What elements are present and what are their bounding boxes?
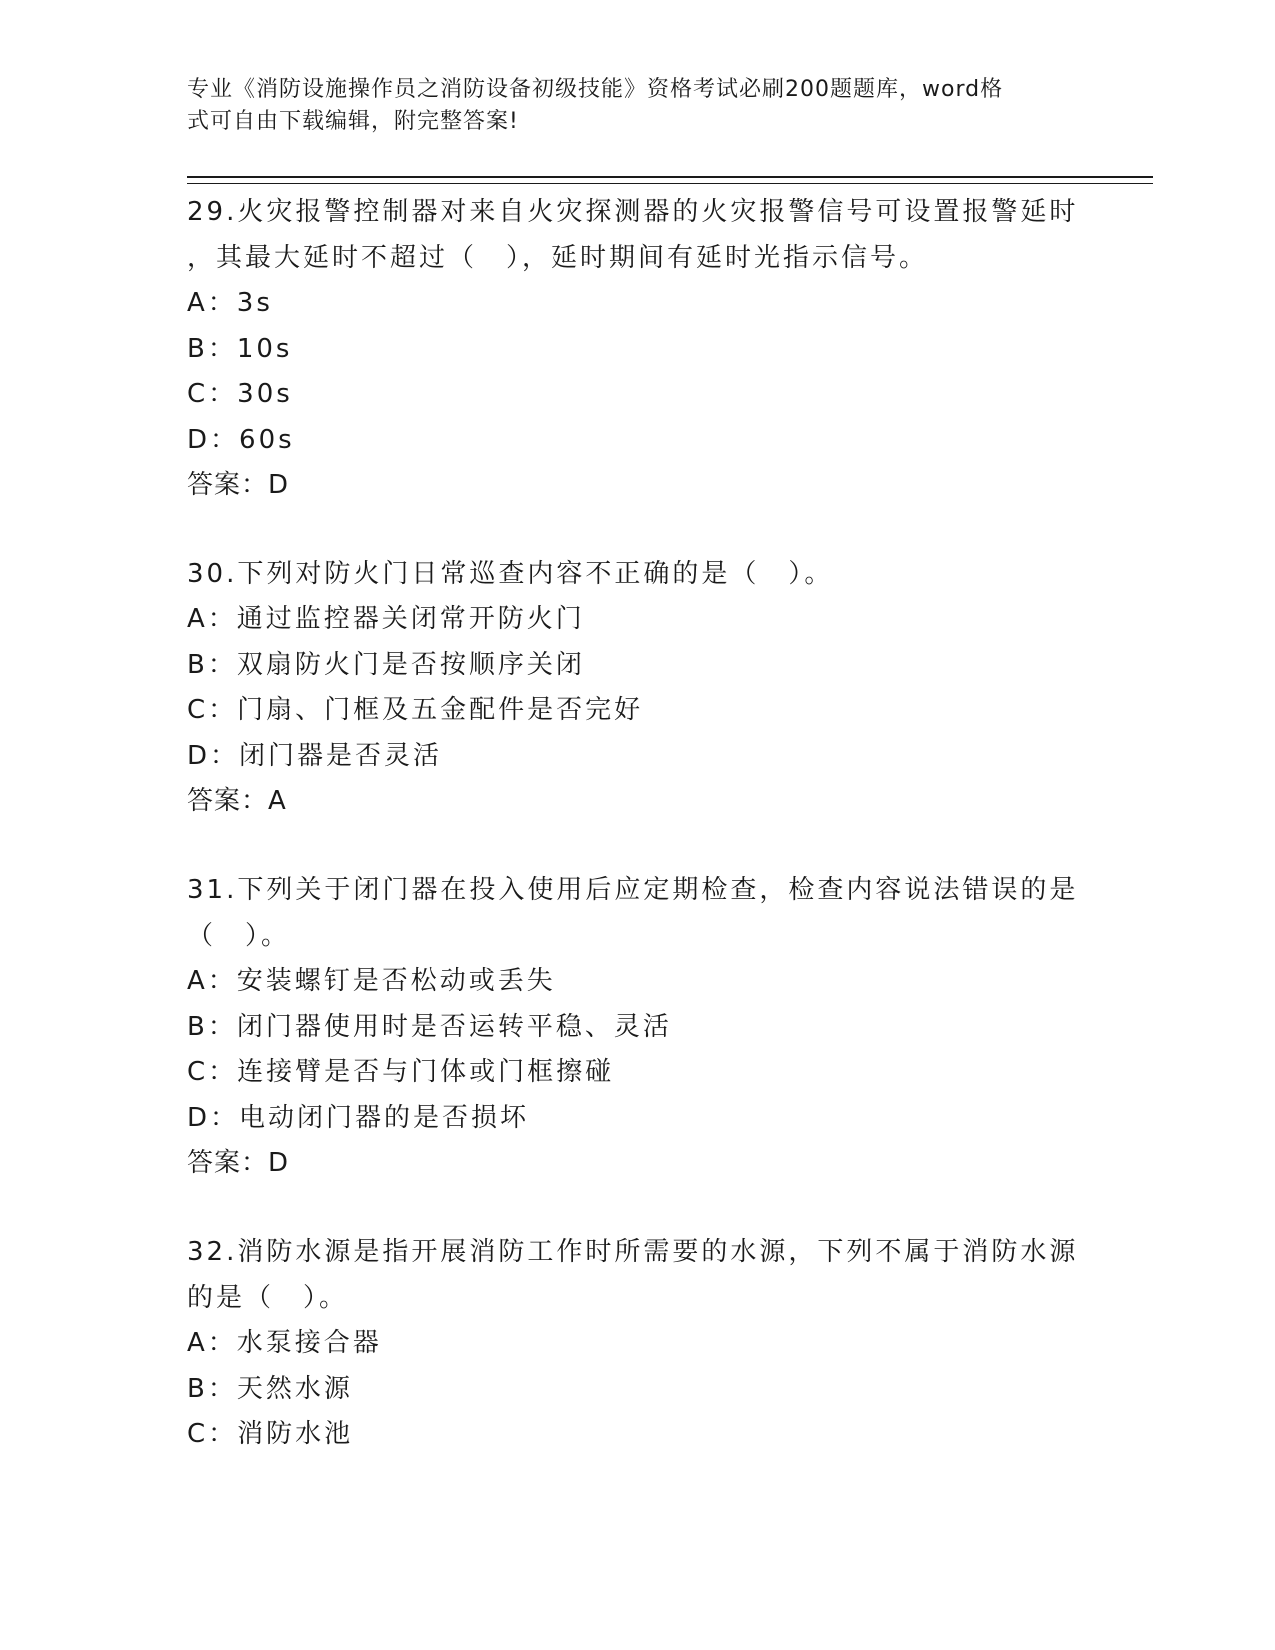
question-31 [187, 867, 1087, 1185]
answer-line: 答案：D [187, 1148, 290, 1178]
option-d: D：闭门器是否灵活 [187, 740, 443, 771]
header-divider-thick [187, 176, 1153, 178]
option-d: D：60s [187, 424, 295, 455]
question-stem-line: 的是（ ）。 [187, 1283, 349, 1313]
option-b: B：闭门器使用时是否运转平稳、灵活 [187, 1011, 672, 1042]
option-b: B：天然水源 [187, 1373, 353, 1404]
document-header [187, 74, 1067, 138]
question-30 [187, 551, 1087, 823]
question-29 [187, 189, 1087, 507]
question-stem-line: 31.下列关于闭门器在投入使用后应定期检查，检查内容说法错误的是 [187, 875, 1079, 905]
option-a: A：水泵接合器 [187, 1328, 382, 1358]
question-stem-line: （ ）。 [187, 921, 291, 951]
option-a: A：3s [187, 288, 273, 318]
question-stem-line: 29.火灾报警控制器对来自火灾探测器的火灾报警信号可设置报警延时 [187, 197, 1079, 227]
option-c: C：门扇、门框及五金配件是否完好 [187, 695, 644, 725]
option-c: C：30s [187, 379, 293, 409]
option-c: C：连接臂是否与门体或门框擦碰 [187, 1057, 615, 1087]
question-stem-line: 30.下列对防火门日常巡查内容不正确的是（ ）。 [187, 559, 834, 589]
answer-line: 答案：D [187, 470, 290, 500]
answer-line: 答案：A [187, 786, 287, 816]
option-a: A：通过监控器关闭常开防火门 [187, 604, 585, 634]
option-b: B：10s [187, 333, 293, 364]
header-line-2: 式可自由下载编辑，附完整答案! [187, 109, 519, 134]
question-stem-line: 32.消防水源是指开展消防工作时所需要的水源，下列不属于消防水源 [187, 1237, 1079, 1267]
header-line-1: 专业《消防设施操作员之消防设备初级技能》资格考试必刷200题题库，word格 [187, 77, 1004, 102]
option-c: C：消防水池 [187, 1419, 354, 1449]
question-32 [187, 1229, 1087, 1458]
option-b: B：双扇防火门是否按顺序关闭 [187, 649, 585, 680]
option-d: D：电动闭门器的是否损坏 [187, 1102, 530, 1133]
question-stem-line: ，其最大延时不超过（ ），延时期间有延时光指示信号。 [187, 243, 929, 273]
question-list [187, 189, 1087, 1502]
option-a: A：安装螺钉是否松动或丢失 [187, 966, 556, 996]
header-divider-thin [187, 183, 1153, 184]
